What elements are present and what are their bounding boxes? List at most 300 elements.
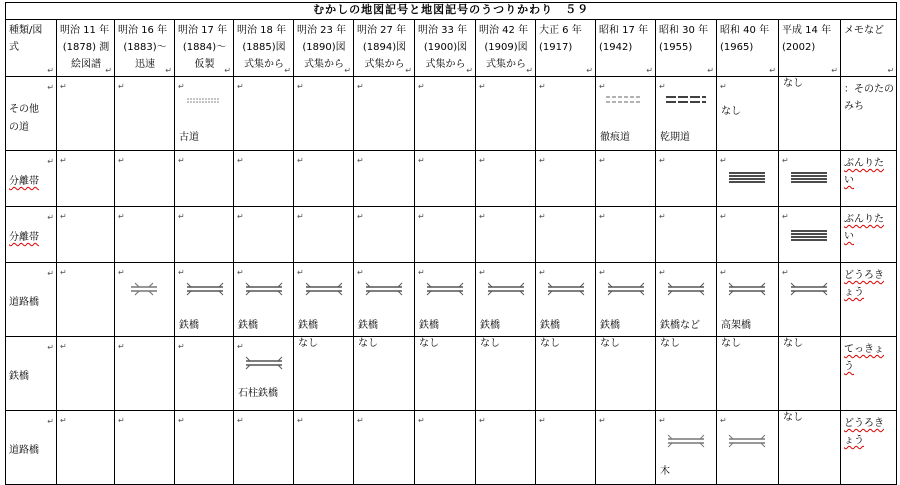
paragraph-mark: ↵ <box>418 268 425 277</box>
map-symbol <box>364 279 404 299</box>
symbol-wrap <box>727 279 767 299</box>
column-header-line: 明治 18 年 <box>237 25 287 36</box>
row-kind <box>9 294 39 312</box>
memo-text: どうろき <box>844 270 884 281</box>
table-body <box>6 77 897 485</box>
era-cell <box>115 411 175 485</box>
map-symbol <box>244 353 284 373</box>
paragraph-mark: ↵ <box>60 342 67 351</box>
paragraph-mark: ↵ <box>539 212 546 221</box>
paragraph-mark: ↵ <box>659 416 666 425</box>
symbol-wrap <box>727 431 767 451</box>
era-cell <box>536 337 596 411</box>
memo-text: い <box>844 175 854 186</box>
paragraph-mark: ↵ <box>47 83 54 92</box>
paragraph-mark: ↵ <box>479 416 486 425</box>
column-header-line: 迅速 <box>135 59 155 70</box>
row-kind <box>9 101 39 137</box>
column-header <box>779 20 841 77</box>
era-cell <box>717 207 779 263</box>
era-cell <box>354 207 415 263</box>
row-kind-cell <box>6 263 57 337</box>
era-cell <box>57 337 115 411</box>
column-header-line: (1917) <box>539 42 573 53</box>
era-cell <box>656 207 717 263</box>
column-header-line: 大正 6 年 <box>539 25 582 36</box>
paragraph-mark: ↵ <box>659 156 666 165</box>
column-header-line: (1965) <box>720 42 754 53</box>
table-row <box>6 207 897 263</box>
era-cell <box>536 263 596 337</box>
era-cell <box>354 77 415 151</box>
paragraph-mark: ↵ <box>60 156 67 165</box>
cell-label: 鉄橋 <box>540 320 560 331</box>
paragraph-mark: ↵ <box>237 212 244 221</box>
memo-cell <box>841 207 897 263</box>
era-cell <box>596 151 656 207</box>
era-cell <box>779 151 841 207</box>
column-header-line: 絵図譜 <box>71 59 101 70</box>
era-cell <box>596 337 656 411</box>
paragraph-mark: ↵ <box>466 66 473 75</box>
era-cell <box>57 207 115 263</box>
column-header <box>841 20 897 77</box>
column-header-line: (1955) <box>659 42 693 53</box>
era-cell <box>596 411 656 485</box>
column-header-line: 明治 33 年 <box>418 25 468 36</box>
map-symbol <box>486 279 526 299</box>
symbol-wrap <box>425 279 465 299</box>
era-cell <box>294 151 354 207</box>
symbol-wrap <box>486 279 526 299</box>
era-cell <box>234 77 294 151</box>
paragraph-mark: ↵ <box>659 268 666 277</box>
paragraph-mark: ↵ <box>769 66 776 75</box>
paragraph-mark: ↵ <box>297 156 304 165</box>
era-cell <box>57 263 115 337</box>
era-cell <box>234 151 294 207</box>
memo-cell <box>841 411 897 485</box>
memo-cell <box>841 337 897 411</box>
memo <box>844 155 884 189</box>
era-cell <box>415 337 476 411</box>
paragraph-mark: ↵ <box>539 156 546 165</box>
era-cell <box>234 207 294 263</box>
row-kind-text: 分離帯 <box>9 176 39 187</box>
cell-label: 鉄橋 <box>358 320 378 331</box>
cell-label: 鉄橋 <box>238 320 258 331</box>
column-header-line: 明治 27 年 <box>357 25 407 36</box>
cell-label: 古道 <box>179 132 199 143</box>
row-kind-text: の道 <box>9 122 29 133</box>
paragraph-mark: ↵ <box>782 212 789 221</box>
column-header-line: (1884)～ <box>182 42 227 53</box>
paragraph-mark: ↵ <box>405 66 412 75</box>
column-header-line: (1942) <box>599 42 633 53</box>
era-cell <box>476 411 536 485</box>
column-header-line: 明治 42 年 <box>479 25 529 36</box>
era-cell <box>354 151 415 207</box>
paragraph-mark: ↵ <box>707 66 714 75</box>
paragraph-mark: ↵ <box>178 268 185 277</box>
paragraph-mark: ↵ <box>357 268 364 277</box>
era-cell <box>656 151 717 207</box>
cell-label: 鉄橋 <box>600 320 620 331</box>
era-cell <box>536 151 596 207</box>
symbol-wrap <box>546 279 586 299</box>
cell-label: なし <box>783 412 803 423</box>
paragraph-mark: ↵ <box>297 82 304 91</box>
memo-cell <box>841 151 897 207</box>
row-kind <box>9 229 39 247</box>
column-header-line: (1894)図 <box>362 42 407 53</box>
symbol-history-sheet <box>5 2 896 478</box>
symbol-wrap <box>127 279 161 299</box>
era-cell <box>175 207 234 263</box>
era-cell <box>656 77 717 151</box>
era-cell <box>717 411 779 485</box>
paragraph-mark: ↵ <box>720 416 727 425</box>
cell-label: 鉄橋 <box>480 320 500 331</box>
era-cell <box>234 411 294 485</box>
paragraph-mark: ↵ <box>237 416 244 425</box>
paragraph-mark: ↵ <box>297 268 304 277</box>
column-header-line: (2002) <box>782 42 816 53</box>
map-symbol <box>127 279 161 299</box>
cell-label: なし <box>783 78 803 89</box>
cell-label: 鉄橋など <box>660 320 700 331</box>
era-cell <box>596 77 656 151</box>
column-header <box>536 20 596 77</box>
memo <box>844 415 884 449</box>
era-cell <box>57 77 115 151</box>
column-header-line: 式集から <box>486 59 526 70</box>
row-kind-text: 道路橋 <box>9 297 39 308</box>
era-cell <box>476 207 536 263</box>
map-symbol <box>666 279 706 299</box>
table-row <box>6 411 897 485</box>
era-cell <box>294 337 354 411</box>
era-cell <box>354 411 415 485</box>
column-header-line: 式集から <box>425 59 466 70</box>
column-header <box>175 20 234 77</box>
column-header-line: 明治 23 年 <box>297 25 347 36</box>
paragraph-mark: ↵ <box>659 82 666 91</box>
cell-label: 鉄橋 <box>179 320 199 331</box>
paragraph-mark: ↵ <box>539 82 546 91</box>
era-cell <box>717 151 779 207</box>
column-header-line: (1885)図 <box>242 42 286 53</box>
paragraph-mark: ↵ <box>479 82 486 91</box>
table-row <box>6 151 897 207</box>
paragraph-mark: ↵ <box>599 268 606 277</box>
memo-text: ょう <box>844 287 864 298</box>
paragraph-mark: ↵ <box>118 268 125 277</box>
memo-text: どうろき <box>844 418 884 429</box>
column-header <box>415 20 476 77</box>
cell-label: なし <box>419 338 439 349</box>
table-row <box>6 263 897 337</box>
column-header <box>354 20 415 77</box>
memo <box>844 267 884 301</box>
map-symbol <box>546 279 586 299</box>
era-cell <box>779 263 841 337</box>
era-cell <box>779 411 841 485</box>
column-header <box>115 20 175 77</box>
paragraph-mark: ↵ <box>224 66 231 75</box>
era-cell <box>294 411 354 485</box>
row-kind-text: その他 <box>9 104 39 115</box>
symbol-wrap <box>664 95 708 105</box>
era-cell <box>476 263 536 337</box>
symbol-wrap <box>666 431 706 451</box>
row-kind <box>9 173 39 191</box>
paragraph-mark: ↵ <box>118 212 125 221</box>
paragraph-mark: ↵ <box>344 66 351 75</box>
column-header <box>234 20 294 77</box>
era-cell <box>717 263 779 337</box>
paragraph-mark: ↵ <box>526 66 533 75</box>
memo-text: ：そのたの <box>844 84 894 95</box>
era-cell <box>656 263 717 337</box>
map-symbol <box>244 279 284 299</box>
era-cell <box>717 77 779 151</box>
column-header-line: 平成 14 年 <box>782 25 832 36</box>
era-cell <box>234 337 294 411</box>
symbol-wrap <box>666 279 706 299</box>
cell-label: 石柱鉄橋 <box>238 388 278 399</box>
map-symbol <box>727 279 767 299</box>
era-cell <box>656 411 717 485</box>
era-cell <box>175 411 234 485</box>
column-header <box>294 20 354 77</box>
paragraph-mark: ↵ <box>599 212 606 221</box>
column-header <box>6 20 57 77</box>
column-header-line: 式集から <box>364 59 405 70</box>
paragraph-mark: ↵ <box>586 66 593 75</box>
paragraph-mark: ↵ <box>60 82 67 91</box>
paragraph-mark: ↵ <box>782 156 789 165</box>
cell-label: 徹痕道 <box>600 132 630 143</box>
cell-label: 乾期道 <box>660 132 690 143</box>
memo-text: ぶんりた <box>844 214 884 225</box>
paragraph-mark: ↵ <box>418 156 425 165</box>
map-symbol <box>789 229 829 243</box>
paragraph-mark: ↵ <box>599 156 606 165</box>
row-kind-cell <box>6 77 57 151</box>
map-symbol <box>664 95 708 105</box>
cell-label: 鉄橋 <box>419 320 439 331</box>
column-header-line: 昭和 17 年 <box>599 25 649 36</box>
cell-label: なし <box>721 338 741 349</box>
symbol-wrap <box>727 171 767 185</box>
memo <box>844 211 884 245</box>
row-kind-text: 分離帯 <box>9 232 39 243</box>
title-text: むかしの地図記号と地図記号のうつりかわり ５９ <box>313 3 590 16</box>
era-cell <box>415 77 476 151</box>
paragraph-mark: ↵ <box>297 416 304 425</box>
map-symbol <box>789 171 829 185</box>
paragraph-mark: ↵ <box>47 343 54 352</box>
paragraph-mark: ↵ <box>720 268 727 277</box>
memo-text: い <box>844 231 854 242</box>
cell-label: なし <box>783 338 803 349</box>
map-symbol <box>606 279 646 299</box>
column-header-line: 昭和 40 年 <box>720 25 770 36</box>
era-cell <box>115 151 175 207</box>
era-cell <box>779 77 841 151</box>
map-symbol <box>604 95 644 105</box>
paragraph-mark: ↵ <box>237 156 244 165</box>
column-header <box>717 20 779 77</box>
era-cell <box>536 207 596 263</box>
map-symbol <box>727 431 767 451</box>
symbol-wrap <box>304 279 344 299</box>
column-header <box>57 20 115 77</box>
paragraph-mark: ↵ <box>297 212 304 221</box>
cell-label: なし <box>660 338 680 349</box>
symbol-wrap <box>185 97 221 105</box>
paragraph-mark: ↵ <box>720 82 727 91</box>
memo-text: みち <box>844 101 864 112</box>
paragraph-mark: ↵ <box>479 268 486 277</box>
row-kind-cell <box>6 411 57 485</box>
memo-text: てっきょ <box>844 344 884 355</box>
paragraph-mark: ↵ <box>178 212 185 221</box>
paragraph-mark: ↵ <box>646 66 653 75</box>
memo-text: う <box>844 361 854 372</box>
era-cell <box>57 151 115 207</box>
column-header-line: メモなど <box>844 25 884 36</box>
cell-label: 木 <box>660 466 670 477</box>
column-header-line: (1909)図 <box>484 42 528 53</box>
era-cell <box>175 337 234 411</box>
paragraph-mark: ↵ <box>118 342 125 351</box>
row-kind <box>9 368 29 386</box>
era-cell <box>476 151 536 207</box>
cell-label: なし <box>298 338 318 349</box>
cell-label: なし <box>721 106 741 117</box>
era-cell <box>175 151 234 207</box>
header-row <box>6 20 897 77</box>
era-cell <box>175 77 234 151</box>
column-header-line: (1878) 測 <box>62 42 110 53</box>
paragraph-mark: ↵ <box>418 416 425 425</box>
era-cell <box>294 263 354 337</box>
memo <box>844 341 884 375</box>
column-header-line: 式集から <box>304 59 344 70</box>
paragraph-mark: ↵ <box>118 156 125 165</box>
era-cell <box>115 263 175 337</box>
era-cell <box>115 337 175 411</box>
cell-label: なし <box>540 338 560 349</box>
symbol-wrap <box>789 171 829 185</box>
paragraph-mark: ↵ <box>599 416 606 425</box>
column-header-line: 式集から <box>244 59 284 70</box>
paragraph-mark: ↵ <box>720 212 727 221</box>
column-header-line: 明治 17 年 <box>178 25 228 36</box>
paragraph-mark: ↵ <box>887 66 895 75</box>
paragraph-mark: ↵ <box>418 212 425 221</box>
paragraph-mark: ↵ <box>47 157 54 166</box>
paragraph-mark: ↵ <box>659 212 666 221</box>
paragraph-mark: ↵ <box>178 156 185 165</box>
paragraph-mark: ↵ <box>357 156 364 165</box>
column-header <box>596 20 656 77</box>
paragraph-mark: ↵ <box>831 66 838 75</box>
symbol-wrap <box>364 279 404 299</box>
symbol-wrap <box>604 95 644 105</box>
era-cell <box>294 77 354 151</box>
era-cell <box>536 77 596 151</box>
table-title <box>6 3 897 20</box>
paragraph-mark: ↵ <box>60 212 67 221</box>
column-header-line: (1900)図 <box>423 42 468 53</box>
memo-cell <box>841 263 897 337</box>
era-cell <box>415 151 476 207</box>
paragraph-mark: ↵ <box>47 417 54 426</box>
column-header-line: 式 <box>9 42 19 53</box>
paragraph-mark: ↵ <box>47 66 54 75</box>
era-cell <box>115 207 175 263</box>
paragraph-mark: ↵ <box>284 66 291 75</box>
table-row <box>6 77 897 151</box>
paragraph-mark: ↵ <box>782 268 789 277</box>
map-symbol <box>789 279 829 299</box>
paragraph-mark: ↵ <box>237 82 244 91</box>
paragraph-mark: ↵ <box>178 342 185 351</box>
paragraph-mark: ↵ <box>479 156 486 165</box>
column-header-line: 明治 16 年 <box>118 25 168 36</box>
map-symbol <box>425 279 465 299</box>
paragraph-mark: ↵ <box>599 82 606 91</box>
paragraph-mark: ↵ <box>418 82 425 91</box>
column-header-line: 明治 11 年 <box>60 25 110 36</box>
symbol-wrap <box>185 279 225 299</box>
era-cell <box>294 207 354 263</box>
paragraph-mark: ↵ <box>178 416 185 425</box>
paragraph-mark: ↵ <box>237 342 244 351</box>
era-cell <box>115 77 175 151</box>
column-header <box>656 20 717 77</box>
paragraph-mark: ↵ <box>47 213 54 222</box>
era-cell <box>536 411 596 485</box>
era-cell <box>596 263 656 337</box>
map-symbol <box>185 279 225 299</box>
era-cell <box>779 337 841 411</box>
paragraph-mark: ↵ <box>237 268 244 277</box>
cell-label: 鉄橋 <box>298 320 318 331</box>
paragraph-mark: ↵ <box>47 269 54 278</box>
symbol-wrap <box>606 279 646 299</box>
paragraph-mark: ↵ <box>165 66 172 75</box>
paragraph-mark: ↵ <box>357 82 364 91</box>
map-symbol <box>666 431 706 451</box>
paragraph-mark: ↵ <box>357 212 364 221</box>
era-cell <box>596 207 656 263</box>
paragraph-mark: ↵ <box>60 268 67 277</box>
era-cell <box>415 207 476 263</box>
column-header-line: 仮製 <box>194 59 215 70</box>
era-cell <box>415 263 476 337</box>
symbol-table <box>5 2 897 485</box>
paragraph-mark: ↵ <box>479 212 486 221</box>
table-row <box>6 337 897 411</box>
memo-cell <box>841 77 897 151</box>
map-symbol <box>304 279 344 299</box>
era-cell <box>656 337 717 411</box>
paragraph-mark: ↵ <box>539 268 546 277</box>
